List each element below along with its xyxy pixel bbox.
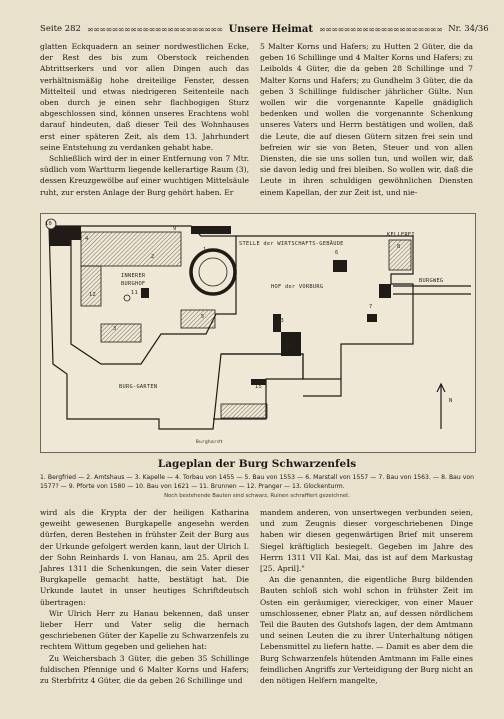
paragraph: glatten Eckquadern an seiner nordwestlichen Ecke, der Rest des bis zum Oberstock reichenden Abtrittserkers und vor allen Dingen auch das verhältnismäßig hohe dreiteilige Fenster, dessen Mittelteil und etwas niedrigeren Seitenteile nach oben durch je einen sehr flachbogigen Sturz abgeschlossen sind, können unseres Erachtens wohl darauf hindeuten, daß dieser Teil des Wohnhauses erst einer späteren Zeit, als dem 13. Jahrhundert seine Entstehung zu verdanken gehabt habe. <box>40 42 249 152</box>
page-header <box>40 22 489 36</box>
plan-number: 10 <box>45 221 52 227</box>
paragraph: Zu Weichersbach 3 Güter, die geben 35 Schillinge fuldischen Pfennige und 6 Malter Korns und Hafers; zu Sterbfritz 4 Güter, die da geben 26 Schillinge und <box>40 653 249 686</box>
label-castle-road: BURGWEG <box>419 278 444 284</box>
plan-number: 4 <box>85 236 89 242</box>
paragraph: Schließlich wird der in einer Entfernung von 7 Mtr. südlich vom Wartturm liegende kellerartige Raum (3), dessen Kreuzgewölbe auf einer wuchtigen Mittelsäule ruht, zur ersten Anlage der Burg gehört haben. Er <box>40 154 249 197</box>
label-inner: INNERER <box>121 273 146 279</box>
plan-number: 5 <box>201 314 205 320</box>
page-number: Seite 282 <box>40 24 81 34</box>
paragraph: An die genannten, die eigentliche Burg bildenden Bauten schloß sich wohl schon in frühster Zeit im Osten ein geräumiger, viereckiger, von einer Mauer umschlossener, ebner Platz an, auf dessen nördlichem Teil die Bauten des Gutshofs lagen, der dem Amtmann und seinen Leuten die zu ihrer Unterhaltung nötigen Lebensmittel zu liefern hatte. — Damit es aber dem die Burg Schwarzenfels hütenden Amtmann im Falle eines feindlichen Angriffs zur Verteidigung der Burg nicht an den nötigen Helfern mangelte, <box>260 575 473 686</box>
label-economic-buildings: STELLE der WIRTSCHAFTS-GEBÄUDE <box>239 241 344 247</box>
header-ornament-right: ∞∞∞∞∞∞∞∞∞∞∞∞∞∞∞∞∞∞∞∞ <box>318 24 443 34</box>
site-plan <box>40 213 476 453</box>
plan-number: 6 <box>335 250 339 256</box>
label-outer-bailey: HOF der VORBURG <box>271 284 324 290</box>
keep-tower <box>191 250 235 294</box>
plan-number: 3 <box>113 326 117 332</box>
plan-number: 2 <box>151 254 155 260</box>
plan-number: 15 <box>255 384 262 390</box>
plan-caption-title: Lageplan der Burg Schwarzenfels <box>157 458 357 470</box>
paragraph: 5 Malter Korns und Hafers; zu Hutten 2 Güter, die da geben 16 Schillinge und 4 Malter Korns und Hafers; zu Leibolds 4 Güter, die da geben 28 Schillinge und 7 Malter Korns und Hafers; zu Gundhelm 3 Güter, die da geben 3 Schillinge fuldischer jährlicher Gülte. Nun wollen wir die vorgenannte Kapelle gnädiglich bedenken und wollen die vorgenannte Schenkung unseres Vaters und Herrn bestätigen und wollen, daß die Leute, die auf diesen Gütern sitzen frei sein und befreien wir sie von Beten, Steuer und von allen Diensten, die sie uns sollen tun, und wollen wir, daß sie davon ledig und frei bleiben. So wollen wir, daß die Leute in ihren schuldigen gewöhnlichen Diensten einem Kapellan, der zur Zeit ist, und nie- <box>260 42 473 197</box>
paragraph: wird als die Krypta der der heiligen Katharina geweiht gewesenen Burgkapelle angesehn werden dürfen, deren Bestehen in frühster Zeit der Burg aus der Urkunde gefolgert werden kann, laut der Ulrich I. der Sohn Reinhards I. von Hanau, am 25. April des Jahres 1311 die Schenkungen, die sein Vater dieser Burgkapelle gemacht hatte, bestätigt hat. Die Urkunde lautet in unser heutiges Schriftdeutsch übertragen: <box>40 508 249 607</box>
north-label: N <box>449 398 453 404</box>
label-cellar: KELLEREI <box>387 232 415 238</box>
text-column-top-right <box>260 41 473 198</box>
label-castle-yard: BURGHOF <box>121 281 146 287</box>
plan-legend: 1. Bergfried — 2. Amtshaus — 3. Kapelle — 4. Torbau von 1455 — 5. Bau von 1553 — 6. Marstall von 1557 — 7. Bau von 1563. — 8. Bau von 1577? — 9. Pforte von 1580 — 10. Bau von 1621 — 11. Brunnen — 12. Pranger — 13. Glockenturm. <box>40 474 474 490</box>
ruins <box>81 232 411 418</box>
issue-number: Nr. 34/36 <box>448 24 489 34</box>
plan-number: 1 <box>203 247 207 253</box>
plan-number: 12 <box>89 292 96 298</box>
plan-number: 14 <box>285 342 292 348</box>
text-column-bottom-left <box>40 507 249 686</box>
text-column-top-left <box>40 41 249 198</box>
paragraph: mandem anderen, von unsertwegen verbunden seien, und zum Zeugnis dieser vorgeschriebenen Dinge haben wir diesen gegenwärtigen Brief mit unserem Siegel kräftiglich besiegelt. Gegeben im Jahre des Herrn 1311 VII Kal. Mai, das ist auf dem Markustag [25. April]." <box>260 508 473 574</box>
text-column-bottom-right <box>260 507 473 686</box>
plan-signature: Burghardt <box>196 440 224 445</box>
plan-number: 7 <box>369 304 373 310</box>
magazine-title: Unsere Heimat <box>228 23 313 35</box>
label-castle-garden: BURG-GARTEN <box>119 384 158 390</box>
plan-number: 9 <box>173 226 177 232</box>
plan-number: 11 <box>131 290 138 296</box>
header-ornament-left: ∞∞∞∞∞∞∞∞∞∞∞∞∞∞∞∞∞∞∞∞∞∞ <box>86 24 223 34</box>
paragraph: Wir Ulrich Herr zu Hanau bekennen, daß unser lieber Herr und Vater selig die hernach geschriebenen Güter der Kapelle zu Schwarzenfels zu rechtem Wittum gegeben und geliehen hat: <box>40 608 249 652</box>
plan-number: 13 <box>277 318 284 324</box>
plan-legend-note: Noch bestehende Bauten sind schwarz, Ruinen schraffiert gezeichnet. <box>164 493 350 499</box>
site-plan-drawing <box>41 214 475 452</box>
plan-number: 8 <box>397 244 401 250</box>
